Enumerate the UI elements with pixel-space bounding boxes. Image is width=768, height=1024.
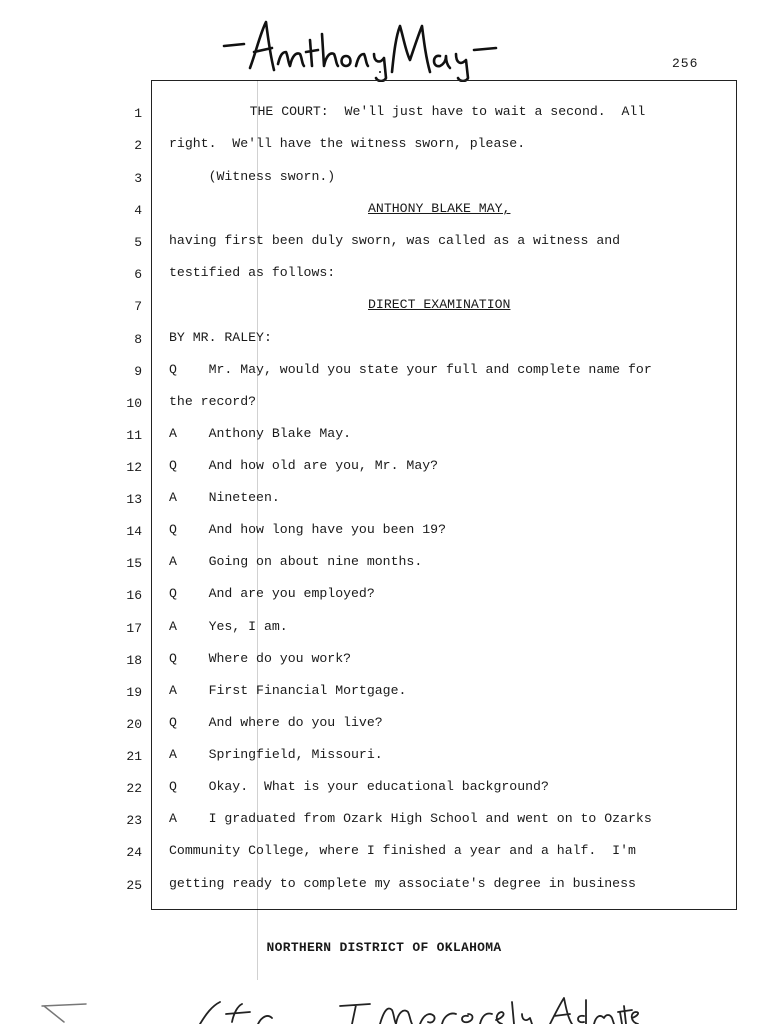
transcript-line: testified as follows: xyxy=(169,265,336,280)
transcript-line: Q And how long have you been 19? xyxy=(169,522,446,537)
transcript-line: (Witness sworn.) xyxy=(169,169,336,184)
line-number: 17 xyxy=(126,621,142,636)
transcript-line: right. We'll have the witness sworn, please. xyxy=(169,136,526,151)
line-number: 23 xyxy=(126,813,142,828)
transcript-line: A First Financial Mortgage. xyxy=(169,683,407,698)
transcript-line: Q And are you employed? xyxy=(169,586,375,601)
line-number: 16 xyxy=(126,588,142,603)
line-number: 21 xyxy=(126,749,142,764)
transcript-line: A Yes, I am. xyxy=(169,619,288,634)
examination-heading: DIRECT EXAMINATION xyxy=(368,297,511,312)
line-number: 25 xyxy=(126,878,142,893)
transcript-line: A Going on about nine months. xyxy=(169,554,423,569)
line-number: 19 xyxy=(126,685,142,700)
line-number: 1 xyxy=(134,106,142,121)
transcript-line: the record? xyxy=(169,394,257,409)
witness-name-heading: ANTHONY BLAKE MAY, xyxy=(368,201,511,216)
court-district-footer: NORTHERN DISTRICT OF OKLAHOMA xyxy=(266,940,502,955)
line-number: 13 xyxy=(126,492,142,507)
transcript-line: THE COURT: We'll just have to wait a second. All xyxy=(210,104,646,119)
line-number: 18 xyxy=(126,653,142,668)
line-number: 10 xyxy=(126,396,142,411)
line-number: 3 xyxy=(134,171,142,186)
line-number: 14 xyxy=(126,524,142,539)
line-number: 20 xyxy=(126,717,142,732)
line-number: 24 xyxy=(126,845,142,860)
line-number: 7 xyxy=(134,299,142,314)
transcript-line: A Springfield, Missouri. xyxy=(169,747,383,762)
line-number: 5 xyxy=(134,235,142,250)
transcript-line: Q And where do you live? xyxy=(169,715,383,730)
transcript-line: A Nineteen. xyxy=(169,490,280,505)
line-number: 4 xyxy=(134,203,142,218)
transcript-line: Q And how old are you, Mr. May? xyxy=(169,458,439,473)
transcript-line: A Anthony Blake May. xyxy=(169,426,352,441)
transcript-line: BY MR. RALEY: xyxy=(169,330,272,345)
handwritten-note-improperly-admitted xyxy=(180,992,640,1024)
line-number: 6 xyxy=(134,267,142,282)
line-number: 8 xyxy=(134,332,142,347)
line-number: 15 xyxy=(126,556,142,571)
transcript-line: having first been duly sworn, was called as a witness and xyxy=(169,233,621,248)
corner-mark xyxy=(36,1000,96,1024)
transcript-line: A I graduated from Ozark High School and went on to Ozarks xyxy=(169,811,652,826)
line-number: 22 xyxy=(126,781,142,796)
transcript-line: getting ready to complete my associate's degree in business xyxy=(169,876,636,891)
line-number: 2 xyxy=(134,138,142,153)
transcript-line: Q Okay. What is your educational background? xyxy=(169,779,549,794)
transcript-line: Q Mr. May, would you state your full and complete name for xyxy=(169,362,652,377)
line-number: 9 xyxy=(134,364,142,379)
line-number: 11 xyxy=(126,428,142,443)
transcript-line: Community College, where I finished a year and a half. I'm xyxy=(169,843,636,858)
line-number: 12 xyxy=(126,460,142,475)
page-number: 256 xyxy=(672,56,699,71)
handwritten-name-signature xyxy=(220,12,500,82)
transcript-line: Q Where do you work? xyxy=(169,651,352,666)
